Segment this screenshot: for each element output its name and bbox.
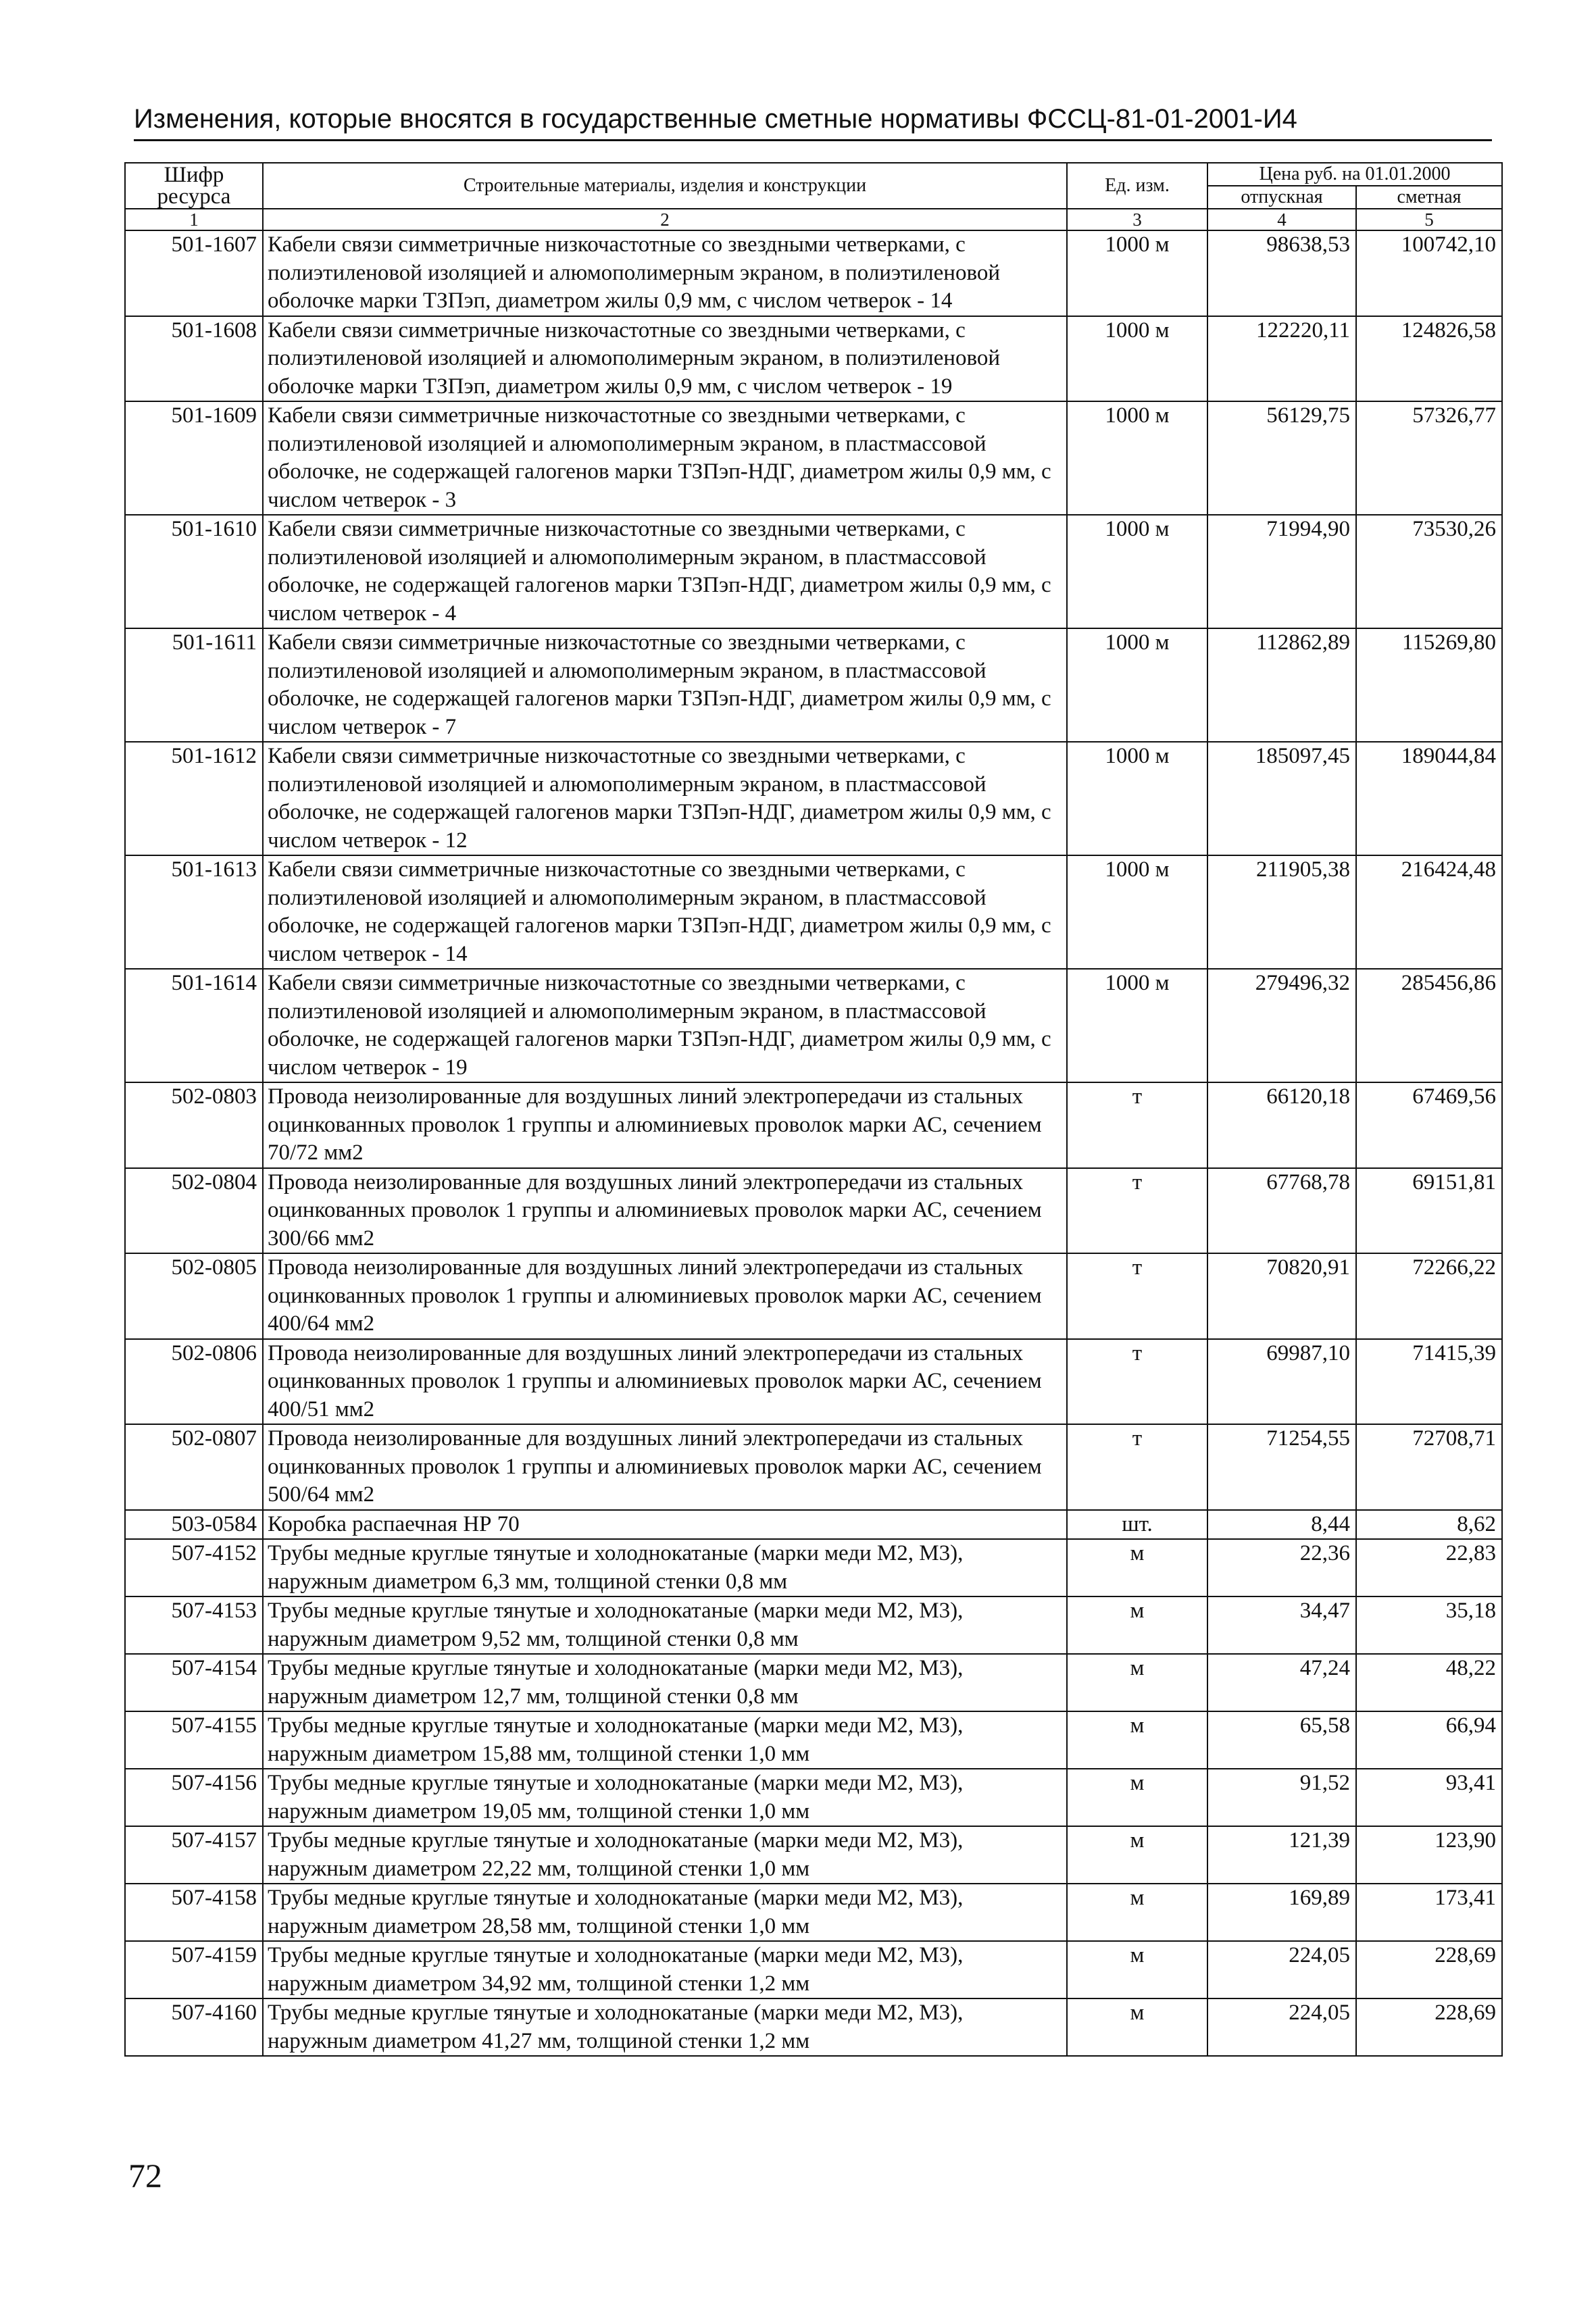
material-name: Кабели связи симметричные низкочастотные со звездными четверками, с полиэтиленовой изоляцией и алюмополимерным экраном, в пластмассовой оболочке, не содержащей галогенов марки ТЗПэп-НДГ, диаметром жилы 0,9 мм, с числом четверок - 19: [263, 969, 1067, 1082]
resource-code: 507-4157: [125, 1826, 263, 1884]
estimate-price: 123,90: [1356, 1826, 1502, 1884]
header-estimate-price: сметная: [1356, 186, 1502, 209]
unit: шт.: [1067, 1510, 1207, 1540]
table-row: [125, 515, 1502, 628]
table-row: [125, 1253, 1502, 1339]
resource-code: 507-4156: [125, 1769, 263, 1826]
table-row: [125, 855, 1502, 969]
table-body: [125, 230, 1502, 2056]
table-row: [125, 969, 1502, 1082]
unit: м: [1067, 1711, 1207, 1769]
unit: 1000 м: [1067, 628, 1207, 742]
resource-code: 501-1609: [125, 401, 263, 515]
material-name: Трубы медные круглые тянутые и холоднокатаные (марки меди М2, М3), наружным диаметром 19,05 мм, толщиной стенки 1,0 мм: [263, 1769, 1067, 1826]
release-price: 34,47: [1207, 1596, 1356, 1654]
material-name: Трубы медные круглые тянутые и холоднокатаные (марки меди М2, М3), наружным диаметром 34,92 мм, толщиной стенки 1,2 мм: [263, 1941, 1067, 1998]
release-price: 65,58: [1207, 1711, 1356, 1769]
table-row: [125, 742, 1502, 855]
material-name: Кабели связи симметричные низкочастотные со звездными четверками, с полиэтиленовой изоляцией и алюмополимерным экраном, в пластмассовой оболочке, не содержащей галогенов марки ТЗПэп-НДГ, диаметром жилы 0,9 мм, с числом четверок - 7: [263, 628, 1067, 742]
resource-code: 502-0806: [125, 1339, 263, 1425]
table-row: [125, 1510, 1502, 1540]
column-number: 1: [125, 209, 263, 230]
material-name: Кабели связи симметричные низкочастотные со звездными четверками, с полиэтиленовой изоляцией и алюмополимерным экраном, в пластмассовой оболочке, не содержащей галогенов марки ТЗПэп-НДГ, диаметром жилы 0,9 мм, с числом четверок - 4: [263, 515, 1067, 628]
table-row: [125, 1596, 1502, 1654]
unit: м: [1067, 1941, 1207, 1998]
estimate-price: 69151,81: [1356, 1168, 1502, 1254]
table-row: [125, 1168, 1502, 1254]
resource-code: 501-1613: [125, 855, 263, 969]
table-row: [125, 230, 1502, 316]
material-name: Трубы медные круглые тянутые и холоднокатаные (марки меди М2, М3), наружным диаметром 6,3 мм, толщиной стенки 0,8 мм: [263, 1539, 1067, 1596]
unit: т: [1067, 1082, 1207, 1168]
estimate-price: 71415,39: [1356, 1339, 1502, 1425]
unit: м: [1067, 1654, 1207, 1711]
table-row: [125, 1654, 1502, 1711]
unit: м: [1067, 1884, 1207, 1941]
estimate-price: 115269,80: [1356, 628, 1502, 742]
table-row: [125, 1339, 1502, 1425]
release-price: 185097,45: [1207, 742, 1356, 855]
estimate-price: 189044,84: [1356, 742, 1502, 855]
unit: т: [1067, 1339, 1207, 1425]
unit: 1000 м: [1067, 401, 1207, 515]
resource-code: 507-4155: [125, 1711, 263, 1769]
unit: м: [1067, 1596, 1207, 1654]
resource-code: 501-1610: [125, 515, 263, 628]
release-price: 56129,75: [1207, 401, 1356, 515]
resource-code: 501-1612: [125, 742, 263, 855]
price-table: [124, 162, 1503, 2057]
release-price: 67768,78: [1207, 1168, 1356, 1254]
material-name: Кабели связи симметричные низкочастотные со звездными четверками, с полиэтиленовой изоляцией и алюмополимерным экраном, в полиэтиленовой оболочке марки ТЗПэп, диаметром жилы 0,9 мм, с числом четверок - 19: [263, 316, 1067, 402]
unit: м: [1067, 1539, 1207, 1596]
release-price: 169,89: [1207, 1884, 1356, 1941]
unit: т: [1067, 1424, 1207, 1510]
resource-code: 502-0804: [125, 1168, 263, 1254]
page-title: Изменения, которые вносятся в государственные сметные нормативы ФССЦ-81-01-2001-И4: [134, 101, 1492, 141]
resource-code: 501-1614: [125, 969, 263, 1082]
release-price: 224,05: [1207, 1941, 1356, 1998]
release-price: 224,05: [1207, 1998, 1356, 2056]
column-number: 2: [263, 209, 1067, 230]
table-row: [125, 316, 1502, 402]
release-price: 98638,53: [1207, 230, 1356, 316]
material-name: Провода неизолированные для воздушных линий электропередачи из стальных оцинкованных проволок 1 группы и алюминиевых проволок марки АС, сечением 500/64 мм2: [263, 1424, 1067, 1510]
header-unit: Ед. изм.: [1067, 163, 1207, 209]
resource-code: 507-4160: [125, 1998, 263, 2056]
estimate-price: 22,83: [1356, 1539, 1502, 1596]
material-name: Коробка распаечная НР 70: [263, 1510, 1067, 1540]
estimate-price: 124826,58: [1356, 316, 1502, 402]
column-number: 3: [1067, 209, 1207, 230]
material-name: Провода неизолированные для воздушных линий электропередачи из стальных оцинкованных проволок 1 группы и алюминиевых проволок марки АС, сечением 300/66 мм2: [263, 1168, 1067, 1254]
estimate-price: 48,22: [1356, 1654, 1502, 1711]
release-price: 66120,18: [1207, 1082, 1356, 1168]
material-name: Провода неизолированные для воздушных линий электропередачи из стальных оцинкованных проволок 1 группы и алюминиевых проволок марки АС, сечением 400/51 мм2: [263, 1339, 1067, 1425]
table-row: [125, 401, 1502, 515]
resource-code: 507-4159: [125, 1941, 263, 1998]
release-price: 112862,89: [1207, 628, 1356, 742]
table-row: [125, 1884, 1502, 1941]
material-name: Трубы медные круглые тянутые и холоднокатаные (марки меди М2, М3), наружным диаметром 22,22 мм, толщиной стенки 1,0 мм: [263, 1826, 1067, 1884]
estimate-price: 100742,10: [1356, 230, 1502, 316]
unit: 1000 м: [1067, 515, 1207, 628]
table-row: [125, 628, 1502, 742]
material-name: Трубы медные круглые тянутые и холоднокатаные (марки меди М2, М3), наружным диаметром 12,7 мм, толщиной стенки 0,8 мм: [263, 1654, 1067, 1711]
unit: 1000 м: [1067, 316, 1207, 402]
resource-code: 501-1607: [125, 230, 263, 316]
resource-code: 502-0803: [125, 1082, 263, 1168]
resource-code: 507-4153: [125, 1596, 263, 1654]
table-row: [125, 1998, 1502, 2056]
estimate-price: 173,41: [1356, 1884, 1502, 1941]
resource-code: 502-0807: [125, 1424, 263, 1510]
release-price: 8,44: [1207, 1510, 1356, 1540]
unit: 1000 м: [1067, 969, 1207, 1082]
release-price: 71994,90: [1207, 515, 1356, 628]
table-row: [125, 1711, 1502, 1769]
release-price: 71254,55: [1207, 1424, 1356, 1510]
header-release-price: отпускная: [1207, 186, 1356, 209]
material-name: Провода неизолированные для воздушных линий электропередачи из стальных оцинкованных проволок 1 группы и алюминиевых проволок марки АС, сечением 70/72 мм2: [263, 1082, 1067, 1168]
resource-code: 507-4154: [125, 1654, 263, 1711]
unit: 1000 м: [1067, 855, 1207, 969]
resource-code: 503-0584: [125, 1510, 263, 1540]
estimate-price: 72708,71: [1356, 1424, 1502, 1510]
unit: м: [1067, 1998, 1207, 2056]
unit: т: [1067, 1253, 1207, 1339]
estimate-price: 93,41: [1356, 1769, 1502, 1826]
unit: 1000 м: [1067, 742, 1207, 855]
estimate-price: 216424,48: [1356, 855, 1502, 969]
release-price: 69987,10: [1207, 1339, 1356, 1425]
release-price: 70820,91: [1207, 1253, 1356, 1339]
release-price: 121,39: [1207, 1826, 1356, 1884]
resource-code: 501-1611: [125, 628, 263, 742]
header-price: Цена руб. на 01.01.2000: [1207, 163, 1502, 186]
resource-code: 507-4152: [125, 1539, 263, 1596]
unit: 1000 м: [1067, 230, 1207, 316]
estimate-price: 73530,26: [1356, 515, 1502, 628]
estimate-price: 8,62: [1356, 1510, 1502, 1540]
material-name: Трубы медные круглые тянутые и холоднокатаные (марки меди М2, М3), наружным диаметром 9,52 мм, толщиной стенки 0,8 мм: [263, 1596, 1067, 1654]
release-price: 122220,11: [1207, 316, 1356, 402]
table-row: [125, 1769, 1502, 1826]
estimate-price: 72266,22: [1356, 1253, 1502, 1339]
estimate-price: 285456,86: [1356, 969, 1502, 1082]
material-name: Трубы медные круглые тянутые и холоднокатаные (марки меди М2, М3), наружным диаметром 15,88 мм, толщиной стенки 1,0 мм: [263, 1711, 1067, 1769]
resource-code: 501-1608: [125, 316, 263, 402]
table-row: [125, 1941, 1502, 1998]
release-price: 211905,38: [1207, 855, 1356, 969]
header-code: Шифр ресурса: [125, 163, 263, 209]
estimate-price: 57326,77: [1356, 401, 1502, 515]
estimate-price: 35,18: [1356, 1596, 1502, 1654]
table-row: [125, 1826, 1502, 1884]
unit: м: [1067, 1826, 1207, 1884]
material-name: Кабели связи симметричные низкочастотные со звездными четверками, с полиэтиленовой изоляцией и алюмополимерным экраном, в пластмассовой оболочке, не содержащей галогенов марки ТЗПэп-НДГ, диаметром жилы 0,9 мм, с числом четверок - 12: [263, 742, 1067, 855]
release-price: 279496,32: [1207, 969, 1356, 1082]
header-name: Строительные материалы, изделия и конструкции: [263, 163, 1067, 209]
unit: м: [1067, 1769, 1207, 1826]
resource-code: 502-0805: [125, 1253, 263, 1339]
unit: т: [1067, 1168, 1207, 1254]
release-price: 91,52: [1207, 1769, 1356, 1826]
table-row: [125, 1539, 1502, 1596]
material-name: Трубы медные круглые тянутые и холоднокатаные (марки меди М2, М3), наружным диаметром 41,27 мм, толщиной стенки 1,2 мм: [263, 1998, 1067, 2056]
table-row: [125, 1082, 1502, 1168]
estimate-price: 66,94: [1356, 1711, 1502, 1769]
material-name: Кабели связи симметричные низкочастотные со звездными четверками, с полиэтиленовой изоляцией и алюмополимерным экраном, в пластмассовой оболочке, не содержащей галогенов марки ТЗПэп-НДГ, диаметром жилы 0,9 мм, с числом четверок - 14: [263, 855, 1067, 969]
material-name: Провода неизолированные для воздушных линий электропередачи из стальных оцинкованных проволок 1 группы и алюминиевых проволок марки АС, сечением 400/64 мм2: [263, 1253, 1067, 1339]
resource-code: 507-4158: [125, 1884, 263, 1941]
material-name: Кабели связи симметричные низкочастотные со звездными четверками, с полиэтиленовой изоляцией и алюмополимерным экраном, в пластмассовой оболочке, не содержащей галогенов марки ТЗПэп-НДГ, диаметром жилы 0,9 мм, с числом четверок - 3: [263, 401, 1067, 515]
estimate-price: 67469,56: [1356, 1082, 1502, 1168]
release-price: 22,36: [1207, 1539, 1356, 1596]
column-number: 5: [1356, 209, 1502, 230]
material-name: Трубы медные круглые тянутые и холоднокатаные (марки меди М2, М3), наружным диаметром 28,58 мм, толщиной стенки 1,0 мм: [263, 1884, 1067, 1941]
material-name: Кабели связи симметричные низкочастотные со звездными четверками, с полиэтиленовой изоляцией и алюмополимерным экраном, в полиэтиленовой оболочке марки ТЗПэп, диаметром жилы 0,9 мм, с числом четверок - 14: [263, 230, 1067, 316]
estimate-price: 228,69: [1356, 1941, 1502, 1998]
table-row: [125, 1424, 1502, 1510]
estimate-price: 228,69: [1356, 1998, 1502, 2056]
column-number: 4: [1207, 209, 1356, 230]
release-price: 47,24: [1207, 1654, 1356, 1711]
page-number: 72: [128, 2157, 162, 2194]
